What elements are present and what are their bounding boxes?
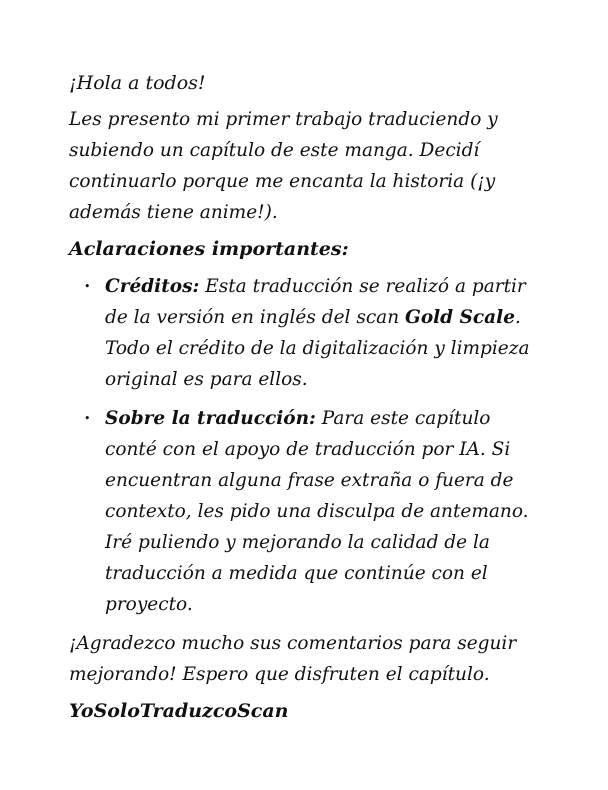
credits-label: Créditos:	[105, 276, 200, 297]
intro-paragraph: Les presento mi primer trabajo traduciendo y subiendo un capítulo de este manga. Decidí continuarlo porque me encanta la historia (¡y además tiene anime!).	[69, 109, 498, 223]
bullet-icon: •	[84, 280, 91, 293]
notes-list	[69, 271, 544, 620]
scan-name: Gold Scale	[405, 307, 515, 328]
credits-text-before: Esta traducción se realizó a partir de la versión en inglés del scan	[105, 276, 526, 328]
translation-label: Sobre la traducción:	[105, 408, 316, 429]
section-heading: Aclaraciones importantes:	[69, 238, 349, 260]
list-item-credits	[84, 271, 544, 395]
closing-paragraph: ¡Agradezco mucho sus comentarios para seguir mejorando! Espero que disfruten el capítulo.	[69, 633, 517, 685]
translation-text: Para este capítulo conté con el apoyo de traducción por IA. Si encuentran alguna frase extraña o fuera de contexto, les pido una disculpa de antemano. Iré puliendo y mejorando la calidad de la traducción a medida que continúe con el proyecto.	[105, 408, 529, 615]
bullet-icon: •	[84, 412, 91, 425]
greeting: ¡Hola a todos!	[69, 72, 206, 94]
signature: YoSoloTraduzcoScan	[69, 700, 289, 722]
list-item-translation	[84, 403, 544, 620]
credits-text-after: . Todo el crédito de la digitalización y limpieza original es para ellos.	[105, 307, 530, 390]
